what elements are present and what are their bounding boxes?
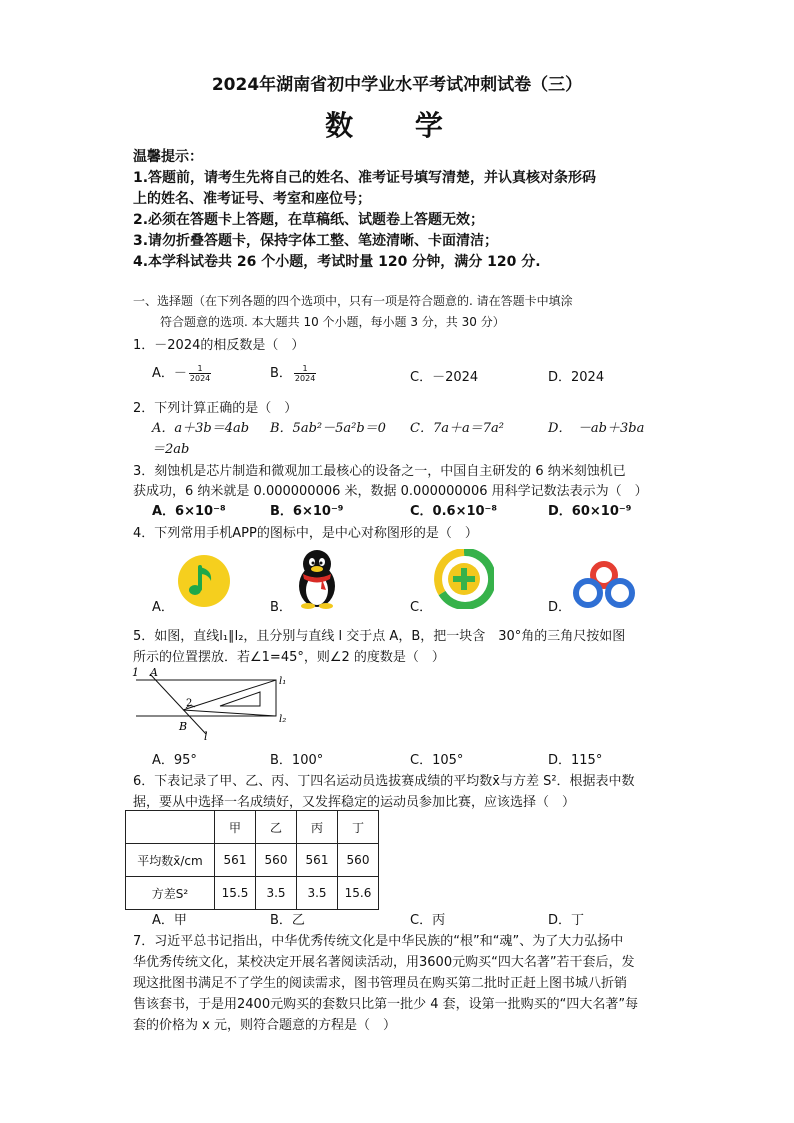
- q5-line-2: 所示的位置摆放．若∠1=45°，则∠2 的度数是（ ）: [133, 650, 445, 665]
- table-cell: 561: [297, 844, 338, 877]
- tip-line-1: 1.答题前，请考生先将自己的姓名、准考证号填写清楚，并认真核对条形码: [133, 170, 597, 186]
- music-app-icon: [176, 553, 232, 609]
- q7-line-5: 套的价格为 x 元，则符合题意的方程是（ ）: [133, 1018, 396, 1033]
- q7-line-1: 7．习近平总书记指出，中华优秀传统文化是中华民族的“根”和“魂”、为了大力弘扬中: [133, 934, 624, 949]
- q4-option-c-label: C．: [410, 600, 433, 615]
- q2-option-c: C．7a＋a＝7a²: [410, 421, 504, 436]
- tip-line-3: 2.必须在答题卡上答题，在草稿纸、试题卷上答题无效；: [133, 212, 485, 228]
- table-cell: 甲: [215, 811, 256, 844]
- q5-option-b: B．100°: [270, 753, 324, 768]
- q6-line-2: 据，要从中选择一名成绩好，又发挥稳定的运动员参加比赛，应该选择（ ）: [133, 795, 576, 810]
- table-cell: 方差S²: [126, 877, 215, 910]
- table-row: [126, 844, 379, 877]
- q1-option-d: D．2024: [548, 370, 605, 385]
- fig-label-2: 2: [186, 698, 193, 709]
- exam-title: 2024年湖南省初中学业水平考试冲刺试卷（三）: [211, 75, 583, 95]
- q1-option-b: B． $\frac{1}{2024}$: [270, 364, 316, 383]
- q7-line-2: 华优秀传统文化，某校决定开展名著阅读活动，用3600元购买“四大名著”若干套后，发: [133, 955, 635, 970]
- section-heading-line-2: 符合题意的选项. 本大题共 10 个小题，每小题 3 分，共 30 分）: [160, 315, 505, 329]
- table-cell: 乙: [256, 811, 297, 844]
- table-cell: 丁: [338, 811, 379, 844]
- q6-option-a: A．甲: [152, 913, 187, 928]
- table-cell: 3.5: [256, 877, 297, 910]
- table-header-row: [126, 811, 379, 844]
- q6-line-1: 6．下表记录了甲、乙、丙、丁四名运动员选拔赛成绩的平均数x̄与方差 S²．根据表中数: [133, 774, 635, 789]
- q6-option-d: D．丁: [548, 913, 585, 928]
- tip-line-5: 4.本学科试卷共 26 个小题，考试时量 120 分钟，满分 120 分.: [133, 254, 541, 270]
- table-cell: 560: [338, 844, 379, 877]
- q6-option-b: B．乙: [270, 913, 305, 928]
- q1-option-c: C．－2024: [410, 370, 479, 385]
- q3-option-d: D．60×10⁻⁹: [548, 504, 632, 519]
- section-heading-line-1: 一、选择题（在下列各题的四个选项中，只有一项是符合题意的. 请在答题卡中填涂: [133, 294, 573, 308]
- plus-app-icon: [434, 549, 494, 609]
- q2-option-d-continued: ＝2ab: [152, 442, 190, 457]
- fig-label-l: l: [204, 730, 208, 743]
- q3-option-b: B．6×10⁻⁹: [270, 504, 344, 519]
- q1-stem: 1．－2024的相反数是（ ）: [133, 338, 305, 353]
- table-row: [126, 877, 379, 910]
- scores-table: [125, 810, 379, 910]
- q7-line-3: 现这批图书满足不了学生的阅读需求，图书管理员在购买第二批时正赶上图书城八折销: [133, 976, 628, 991]
- table-cell: 561: [215, 844, 256, 877]
- table-cell: [126, 811, 215, 844]
- q5-line-1: 5．如图，直线l₁∥l₂，且分别与直线 l 交于点 A，B，把一块含 30°角的三角尺按如图: [133, 629, 626, 644]
- table-cell: 15.5: [215, 877, 256, 910]
- q2-option-a: A．a＋3b＝4ab: [152, 421, 250, 436]
- q2-option-d: D． －ab＋3ba: [548, 421, 645, 436]
- tip-line-2: 上的姓名、准考证号、考室和座位号；: [133, 191, 371, 207]
- q2-option-b: B．5ab²－5a²b＝0: [270, 421, 386, 436]
- q3-option-c: C．0.6×10⁻⁸: [410, 504, 498, 519]
- cloud-app-icon: [570, 559, 638, 611]
- q3-line-2: 获成功，6 纳米就是 0.000000006 米，数据 0.000000006 用科学记数法表示为（ ）: [133, 484, 648, 499]
- fig-label-a: A: [150, 666, 158, 679]
- q2-stem: 2．下列计算正确的是（ ）: [133, 401, 298, 416]
- subject-title: 数 学: [325, 109, 469, 142]
- q4-option-a-label: A．: [152, 600, 174, 615]
- q4-stem: 4．下列常用手机APP的图标中，是中心对称图形的是（ ）: [133, 526, 478, 541]
- q3-line-1: 3．刻蚀机是芯片制造和微观加工最核心的设备之一，中国自主研发的 6 纳米刻蚀机已: [133, 464, 626, 479]
- table-cell: 560: [256, 844, 297, 877]
- tip-line-4: 3.请勿折叠答题卡，保持字体工整、笔迹清晰、卡面清洁；: [133, 233, 499, 249]
- q7-line-4: 售该套书，于是用2400元购买的套数只比第一批少 4 套，设第一批购买的“四大名著”每: [133, 997, 639, 1012]
- table-cell: 15.6: [338, 877, 379, 910]
- q5-figure: [128, 664, 298, 744]
- q6-option-c: C．丙: [410, 913, 446, 928]
- q4-option-b-label: B．: [270, 600, 292, 615]
- table-cell: 平均数x̄/cm: [126, 844, 215, 877]
- fig-label-l1: l₁: [279, 676, 287, 687]
- q5-option-c: C．105°: [410, 753, 464, 768]
- q4-option-d-label: D．: [548, 600, 572, 615]
- penguin-app-icon: [292, 548, 342, 610]
- fig-label-l2: l₂: [279, 714, 287, 725]
- table-cell: 3.5: [297, 877, 338, 910]
- fig-label-b: B: [179, 720, 188, 733]
- tips-heading: 温馨提示：: [133, 149, 203, 165]
- fig-label-1: 1: [132, 666, 139, 679]
- q1-option-a: A．－ $\frac{1}{2024}$: [152, 364, 211, 383]
- q5-option-d: D．115°: [548, 753, 603, 768]
- table-cell: 丙: [297, 811, 338, 844]
- q5-option-a: A．95°: [152, 753, 197, 768]
- q3-option-a: A．6×10⁻⁸: [152, 504, 226, 519]
